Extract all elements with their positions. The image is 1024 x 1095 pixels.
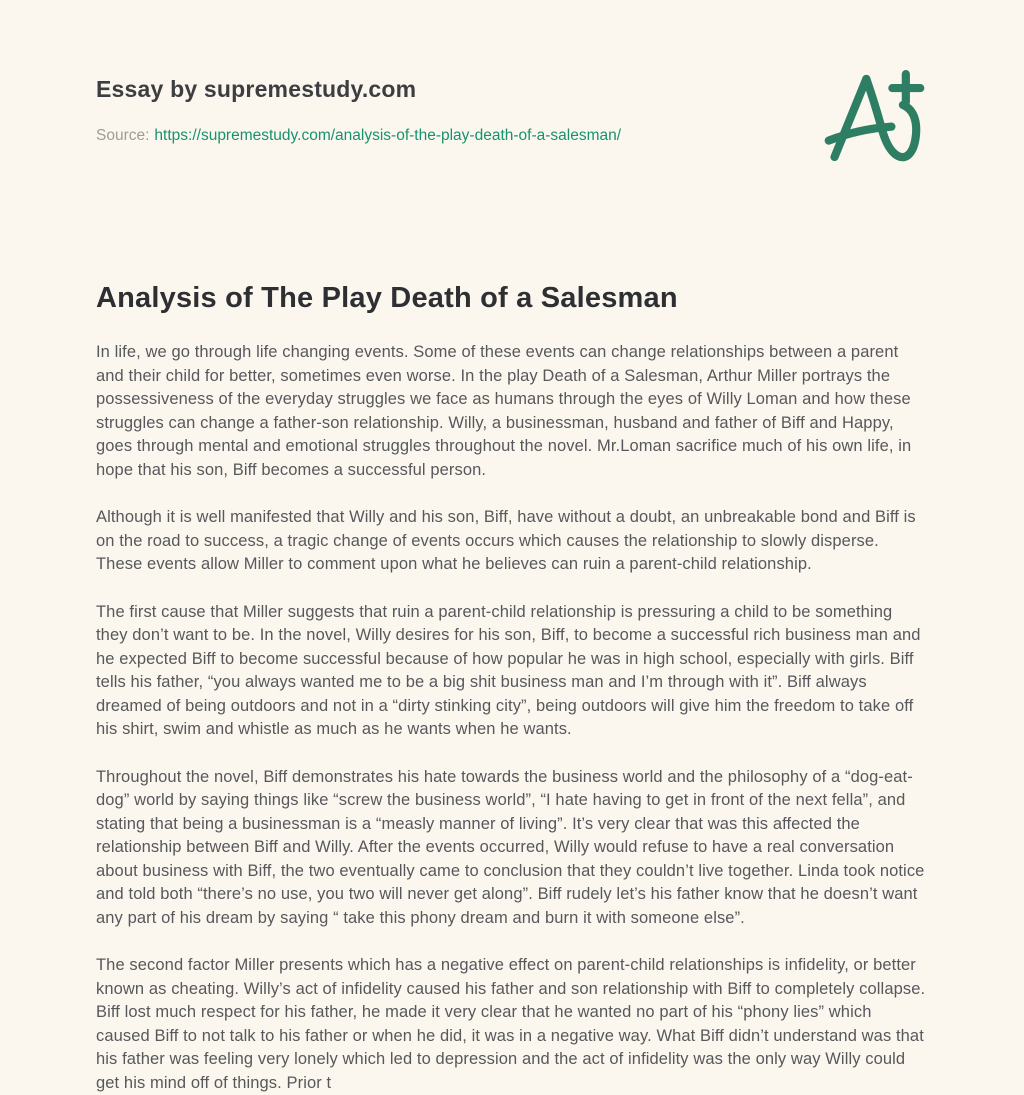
source-link[interactable]: https://supremestudy.com/analysis-of-the-play-death-of-a-salesman/ xyxy=(154,127,622,144)
essay-paragraph-3: The first cause that Miller suggests that ruin a parent-child relationship is pressuring a child to be something they don’t want to be. In the novel, Willy desires for his son, Biff, to become a successful rich business man and he expected Biff to become successful because of how popular he was in high school, especially with girls. Biff tells his father, “you always wanted me to be a big shit business man and I’m through with it”. Biff always dreamed of being outdoors and not in a “dirty stinking city”, being outdoors will give him the freedom to take off his shirt, swim and whistle as much as he wants when he wants. xyxy=(96,602,921,738)
essay-paragraph-2: Although it is well manifested that Willy and his son, Biff, have without a doubt, an unbreakable bond and Biff is on the road to success, a tragic change of events occurs which causes the relationship to slowly disperse. These events allow Miller to comment upon what he believes can ruin a parent-child relationship. xyxy=(96,508,916,573)
header-text-block xyxy=(96,76,621,145)
essay-paragraph-5: The second factor Miller presents which has a negative effect on parent-child relationships is infidelity, or better known as cheating. Willy’s act of infidelity caused his father and son relationship with Biff to completely collapse. Biff lost much respect for his father, he made it very clear that he wanted no part of his “phony lies” which caused Biff to not talk to his father or when he did, it was in a negative way. What Biff didn’t understand was that his father was feeling very lonely which led to depression and the act of infidelity was the only way Willy could get his mind off of things. Prior t xyxy=(96,956,926,1092)
source-label: Source: xyxy=(96,127,150,144)
site-title: Essay by supremestudy.com xyxy=(96,76,417,102)
essay-body xyxy=(96,281,928,1095)
essay-paragraph-1: In life, we go through life changing events. Some of these events can change relationships between a parent and their child for better, sometimes even worse. In the play Death of a Salesman, Arthur Miller portrays the possessiveness of the everyday struggles we face as humans through the eyes of Willy Loman and how these struggles can change a father-son relationship. Willy, a businessman, husband and father of Biff and Happy, goes through mental and emotional struggles throughout the novel. Mr.Loman sacrifice much of his own life, in hope that his son, Biff becomes a successful person. xyxy=(96,343,912,479)
page-header xyxy=(96,76,928,168)
source-line xyxy=(96,126,621,145)
essay-title: Analysis of The Play Death of a Salesman xyxy=(96,282,678,314)
a-plus-logo-icon xyxy=(822,66,928,168)
essay-paragraph-4: Throughout the novel, Biff demonstrates his hate towards the business world and the philosophy of a “dog-eat-dog” world by saying things like “screw the business world”, “I hate having to get in front of the next fella”, and stating that being a businessman is a “measly manner of living”. It’s very clear that was this affected the relationship between Biff and Willy. After the events occurred, Willy would refuse to have a real conversation about business with Biff, the two eventually came to conclusion that they couldn’t live together. Linda took notice and told both “there’s no use, you two will never get along”. Biff rudely let’s his father know that he doesn’t want any part of his dream by saying “ take this phony dream and burn it with someone else”. xyxy=(96,767,925,927)
